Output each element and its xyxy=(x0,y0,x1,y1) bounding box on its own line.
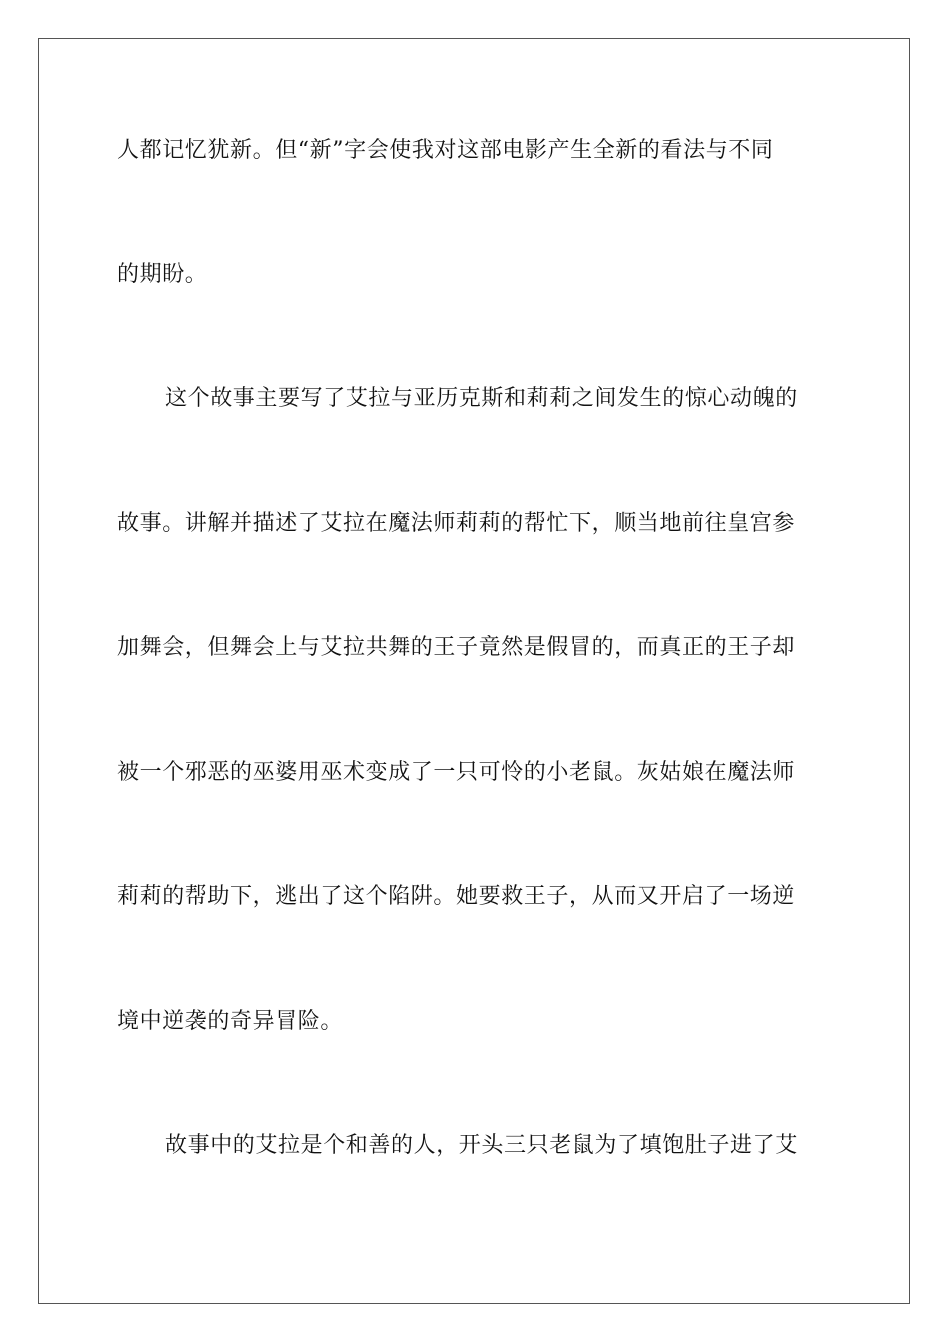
paragraph-3-line-1: 故事中的艾拉是个和善的人，开头三只老鼠为了填饱肚子进了艾 xyxy=(165,1133,798,1158)
paragraph-2-line-5: 莉莉的帮助下，逃出了这个陷阱。她要救王子，从而又开启了一场逆 xyxy=(117,884,796,909)
paragraph-2-line-3: 加舞会，但舞会上与艾拉共舞的王子竟然是假冒的，而真正的王子却 xyxy=(117,635,796,660)
text-line-1: 人都记忆犹新。但“新”字会使我对这部电影产生全新的看法与不同 xyxy=(117,138,774,163)
paragraph-2-line-6: 境中逆袭的奇异冒险。 xyxy=(117,1009,344,1034)
page-border xyxy=(38,38,910,1304)
text-line-2: 的期盼。 xyxy=(117,262,208,287)
paragraph-2-line-2: 故事。讲解并描述了艾拉在魔法师莉莉的帮忙下，顺当地前往皇宫参 xyxy=(117,511,796,536)
paragraph-2-line-1: 这个故事主要写了艾拉与亚历克斯和莉莉之间发生的惊心动魄的 xyxy=(165,386,798,411)
paragraph-2-line-4: 被一个邪恶的巫婆用巫术变成了一只可怜的小老鼠。灰姑娘在魔法师 xyxy=(117,760,796,785)
